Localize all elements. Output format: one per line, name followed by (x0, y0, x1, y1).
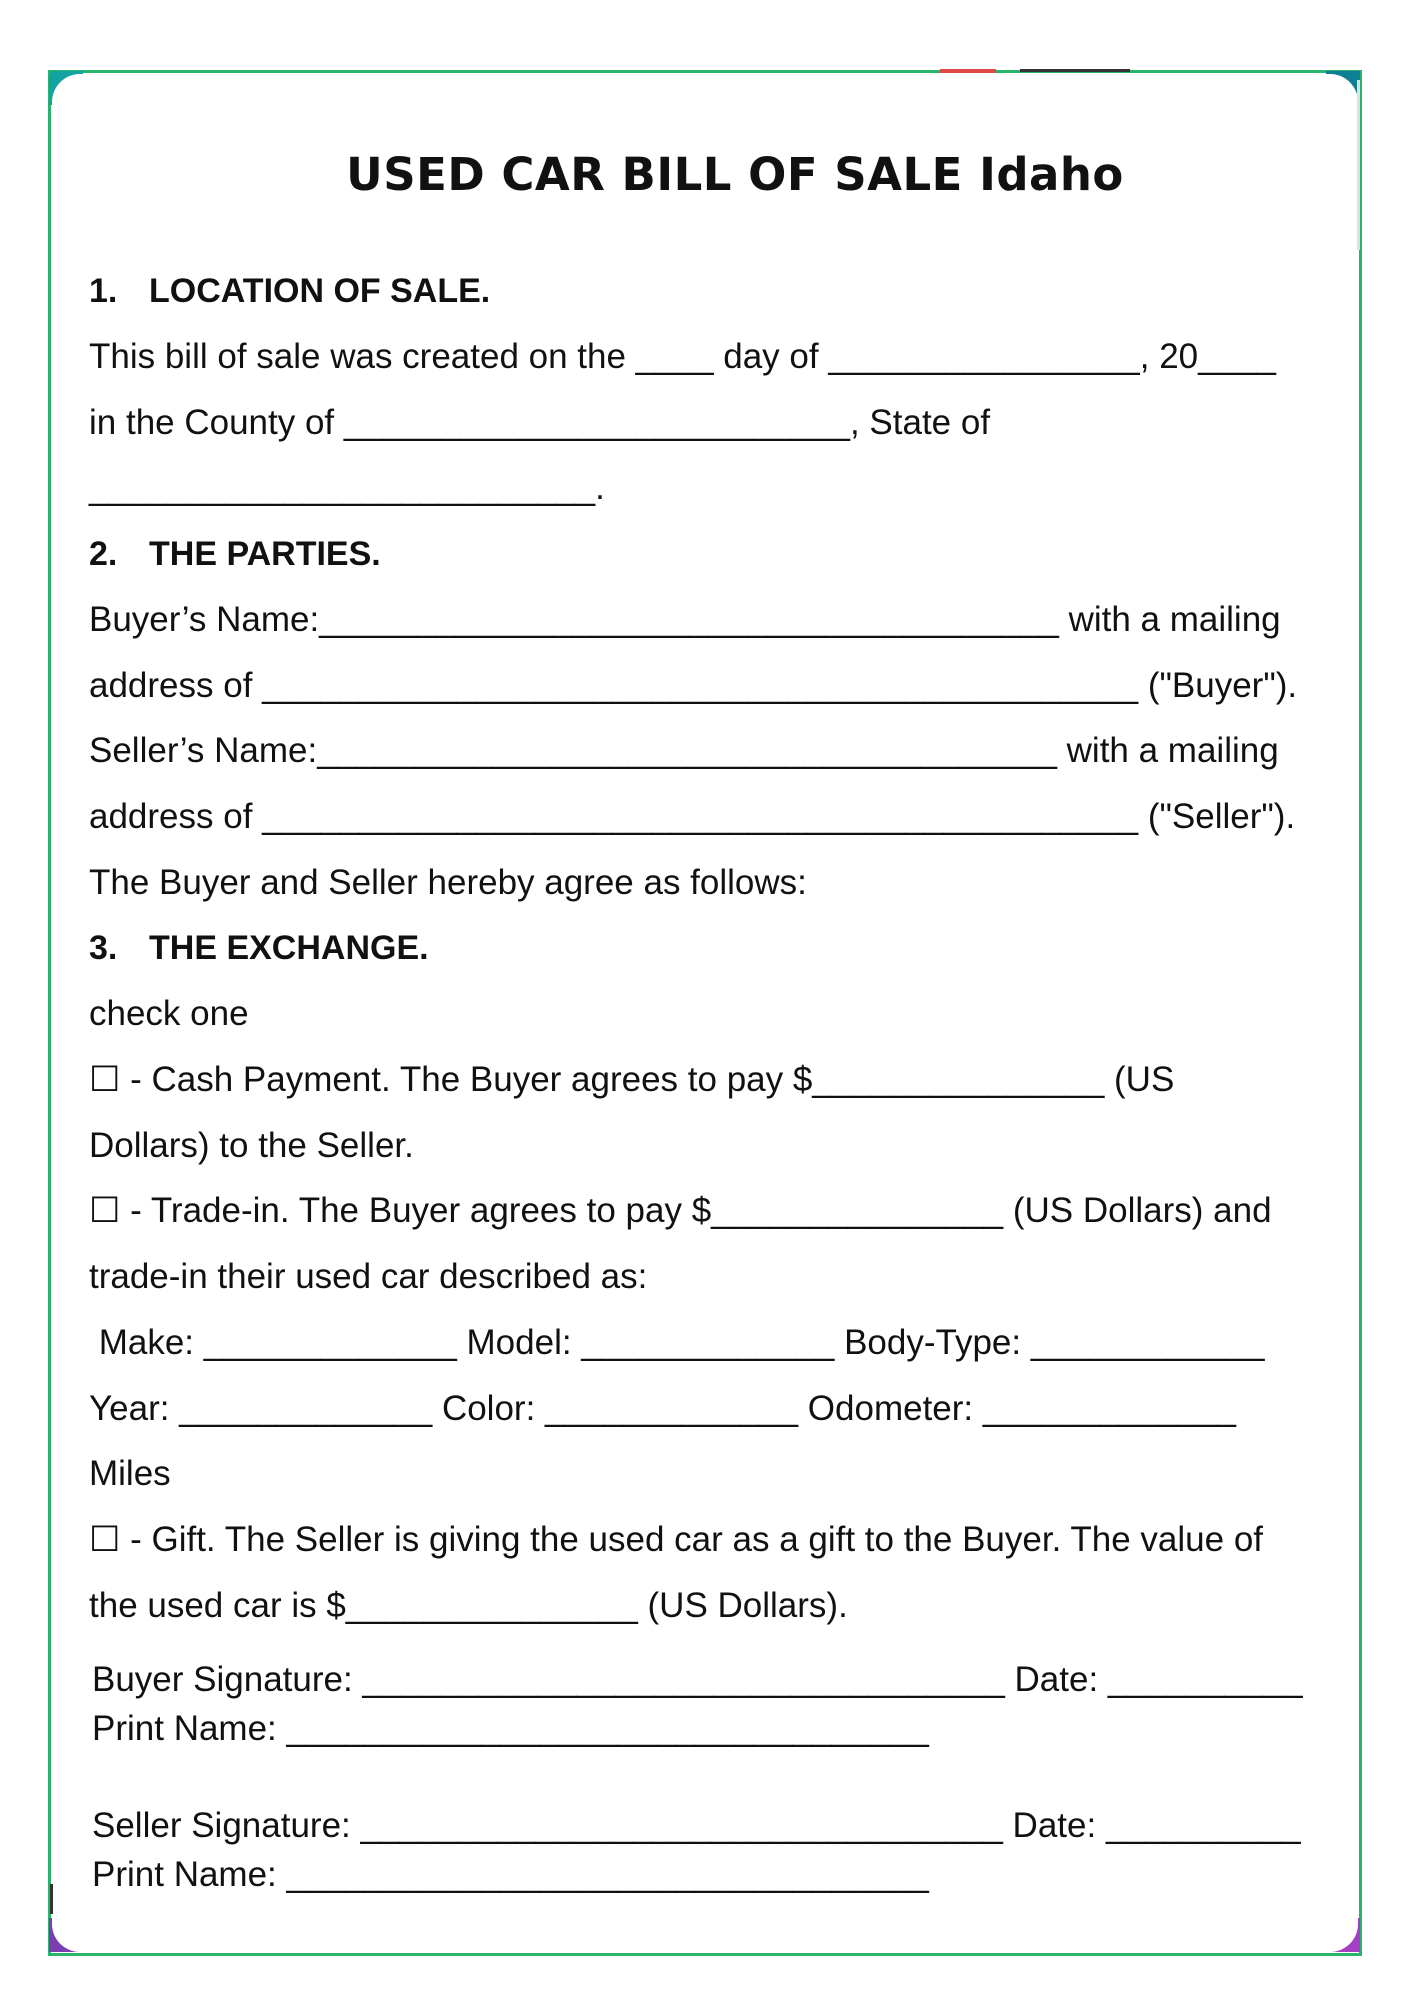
trade-in-option: ☐ - Trade-in. The Buyer agrees to pay $_______________ (US Dollars) and (89, 1191, 1272, 1230)
gift-continued: the used car is $_______________ (US Dollars). (89, 1586, 848, 1625)
vehicle-miles-label: Miles (89, 1454, 171, 1493)
check-one-label: check one (89, 994, 249, 1033)
vehicle-year-color-line: Year: _____________ Color: _____________ Odometer: _____________ (89, 1389, 1236, 1428)
buyer-signature-line: Buyer Signature: _________________________________ Date: __________ (92, 1660, 1303, 1699)
buyer-print-name-line: Print Name: _________________________________ (92, 1709, 929, 1748)
buyer-name-line: Buyer’s Name:______________________________________ with a mailing (89, 600, 1281, 639)
seller-print-name-line: Print Name: _________________________________ (92, 1855, 929, 1894)
section-title: LOCATION OF SALE. (149, 272, 491, 310)
agreement-line: The Buyer and Seller hereby agree as follows: (89, 863, 807, 902)
gift-option: ☐ - Gift. The Seller is giving the used car as a gift to the Buyer. The value of (89, 1520, 1264, 1559)
section-heading-location (89, 274, 490, 308)
seller-signature-line: Seller Signature: _________________________________ Date: __________ (92, 1806, 1301, 1845)
location-line-1: This bill of sale was created on the ____ day of ________________, 20____ (89, 337, 1277, 376)
location-line-3: __________________________. (89, 468, 605, 507)
seller-address-line: address of _____________________________________________ ("Seller"). (89, 797, 1296, 836)
section-title: THE PARTIES. (149, 535, 381, 573)
cash-payment-option: ☐ - Cash Payment. The Buyer agrees to pay $_______________ (US (89, 1060, 1175, 1099)
section-heading-exchange (89, 931, 429, 965)
location-line-2: in the County of __________________________, State of (89, 403, 991, 442)
vehicle-make-model-line: Make: _____________ Model: _____________ Body-Type: ____________ (89, 1323, 1265, 1362)
buyer-address-line: address of _____________________________________________ ("Buyer"). (89, 666, 1298, 705)
section-number: 2. (89, 535, 118, 573)
trade-in-continued: trade-in their used car described as: (89, 1257, 648, 1296)
document-title: USED CAR BILL OF SALE Idaho (346, 148, 1124, 201)
cash-payment-continued: Dollars) to the Seller. (89, 1126, 414, 1165)
seller-name-line: Seller’s Name:______________________________________ with a mailing (89, 731, 1279, 770)
section-number: 1. (89, 272, 118, 310)
section-title: THE EXCHANGE. (149, 929, 429, 967)
section-number: 3. (89, 929, 118, 967)
section-heading-parties (89, 537, 381, 571)
